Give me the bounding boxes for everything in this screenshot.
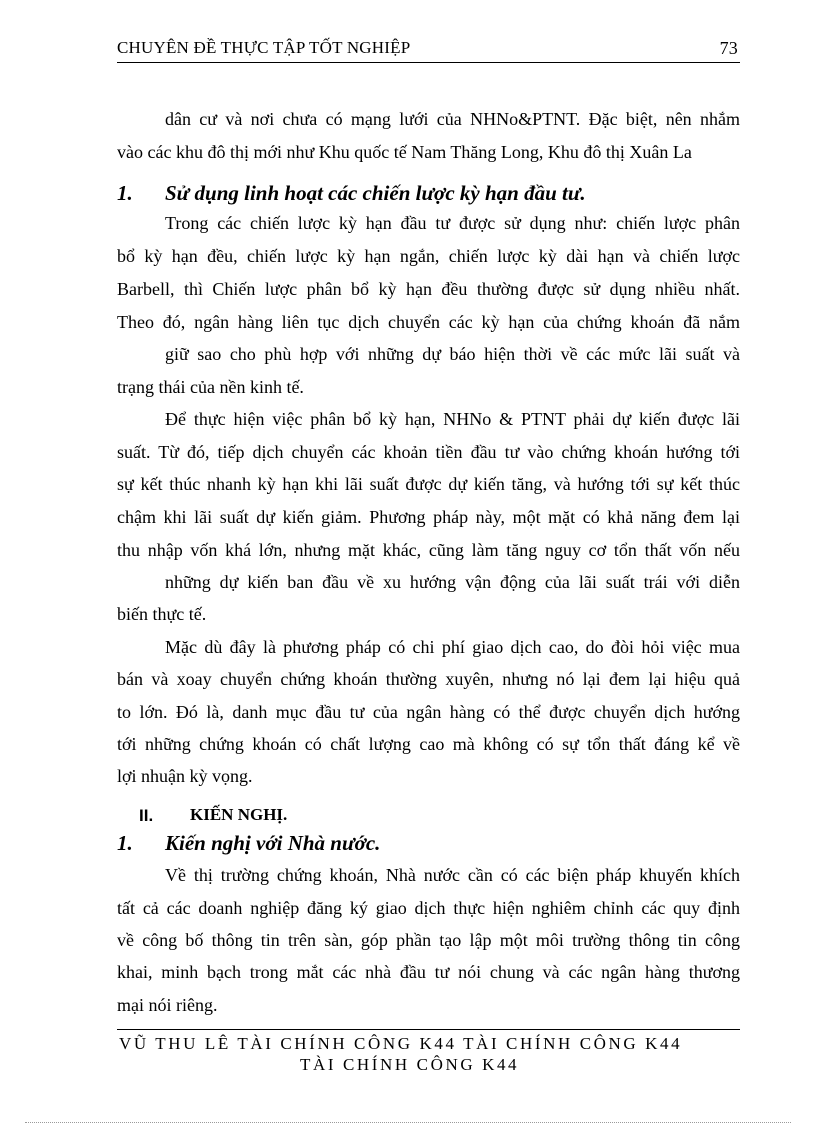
body-line: chậm khi lãi suất dự kiến giảm. Phương pháp này, một mặt có khả năng đem lại xyxy=(117,507,740,527)
body-line: Trong các chiến lược kỳ hạn đầu tư được sử dụng như: chiến lược phân xyxy=(165,213,740,233)
section-number: 1. xyxy=(117,181,133,205)
body-line: những dự kiến ban đầu về xu hướng vận động của lãi suất trái với diễn xyxy=(165,572,740,592)
body-line: Để thực hiện việc phân bổ kỳ hạn, NHNo & PTNT phải dự kiến được lãi xyxy=(165,409,740,429)
roman-section-heading: KIẾN NGHỊ. xyxy=(190,805,288,824)
section-heading: Sử dụng linh hoạt các chiến lược kỳ hạn đầu tư. xyxy=(165,181,586,205)
body-line: lợi nhuận kỳ vọng. xyxy=(117,766,253,786)
body-line: bổ kỳ hạn đều, chiến lược kỳ hạn ngắn, chiến lược kỳ dài hạn và chiến lược xyxy=(117,246,740,266)
body-line: thu nhập vốn khá lớn, nhưng mặt khác, cũng làm tăng nguy cơ tổn thất vốn nếu xyxy=(117,540,740,560)
footer-divider xyxy=(117,1029,740,1030)
footer-line-2: TÀI CHÍNH CÔNG K44 xyxy=(300,1055,520,1074)
body-line: trạng thái của nền kinh tế. xyxy=(117,377,304,397)
body-line: dân cư và nơi chưa có mạng lưới của NHNo&PTNT. Đặc biệt, nên nhắm xyxy=(165,109,740,129)
body-line: suất. Từ đó, tiếp dịch chuyển các khoản tiền đầu tư vào chứng khoán hướng tới xyxy=(117,442,740,462)
body-line: Về thị trường chứng khoán, Nhà nước cần có các biện pháp khuyến khích xyxy=(165,865,740,885)
page-number: 73 xyxy=(719,38,738,58)
section-heading: Kiến nghị với Nhà nước. xyxy=(165,831,381,855)
body-line: to lớn. Đó là, danh mục đầu tư của ngân hàng có thể được chuyển dịch hướng xyxy=(117,702,740,722)
header-title: CHUYÊN ĐỀ THỰC TẬP TỐT NGHIỆP xyxy=(117,38,411,57)
body-line: vào các khu đô thị mới như Khu quốc tế Nam Thăng Long, Khu đô thị Xuân La xyxy=(117,142,692,162)
body-line: bán và xoay chuyển chứng khoán thường xuyên, nhưng nó lại đem lại hiệu quả xyxy=(117,669,740,689)
body-line: mại nói riêng. xyxy=(117,995,218,1015)
body-line: giữ sao cho phù hợp với những dự báo hiện thời về các mức lãi suất và xyxy=(165,344,740,364)
page-header xyxy=(117,38,740,63)
body-line: Mặc dù đây là phương pháp có chi phí giao dịch cao, do đòi hỏi việc mua xyxy=(165,637,740,657)
body-line: tới những chứng khoán có chất lượng cao mà không có sự tổn thất đáng kể về xyxy=(117,734,740,754)
body-line: khai, minh bạch trong mắt các nhà đầu tư nói chung và các ngân hàng thương xyxy=(117,962,740,982)
roman-section-number: II. xyxy=(139,806,154,825)
body-line: về công bố thông tin trên sàn, góp phần tạo lập một môi trường thông tin công xyxy=(117,930,740,950)
body-line: biến thực tế. xyxy=(117,604,207,624)
body-line: Barbell, thì Chiến lược phân bổ kỳ hạn đều thường được sử dụng nhiều nhất. xyxy=(117,279,740,299)
body-line: tất cả các doanh nghiệp đăng ký giao dịch thực hiện nghiêm chỉnh các quy định xyxy=(117,898,740,918)
section-number: 1. xyxy=(117,831,133,855)
footer-line-1: VŨ THU LÊ TÀI CHÍNH CÔNG K44 TÀI CHÍNH CÔNG K44 xyxy=(119,1034,683,1053)
body-line: sự kết thúc nhanh kỳ hạn khi lãi suất được dự kiến tăng, và hướng tới sự kết thúc xyxy=(117,474,740,494)
body-line: Theo đó, ngân hàng liên tục dịch chuyển các kỳ hạn của chứng khoán đã nắm xyxy=(117,312,740,332)
